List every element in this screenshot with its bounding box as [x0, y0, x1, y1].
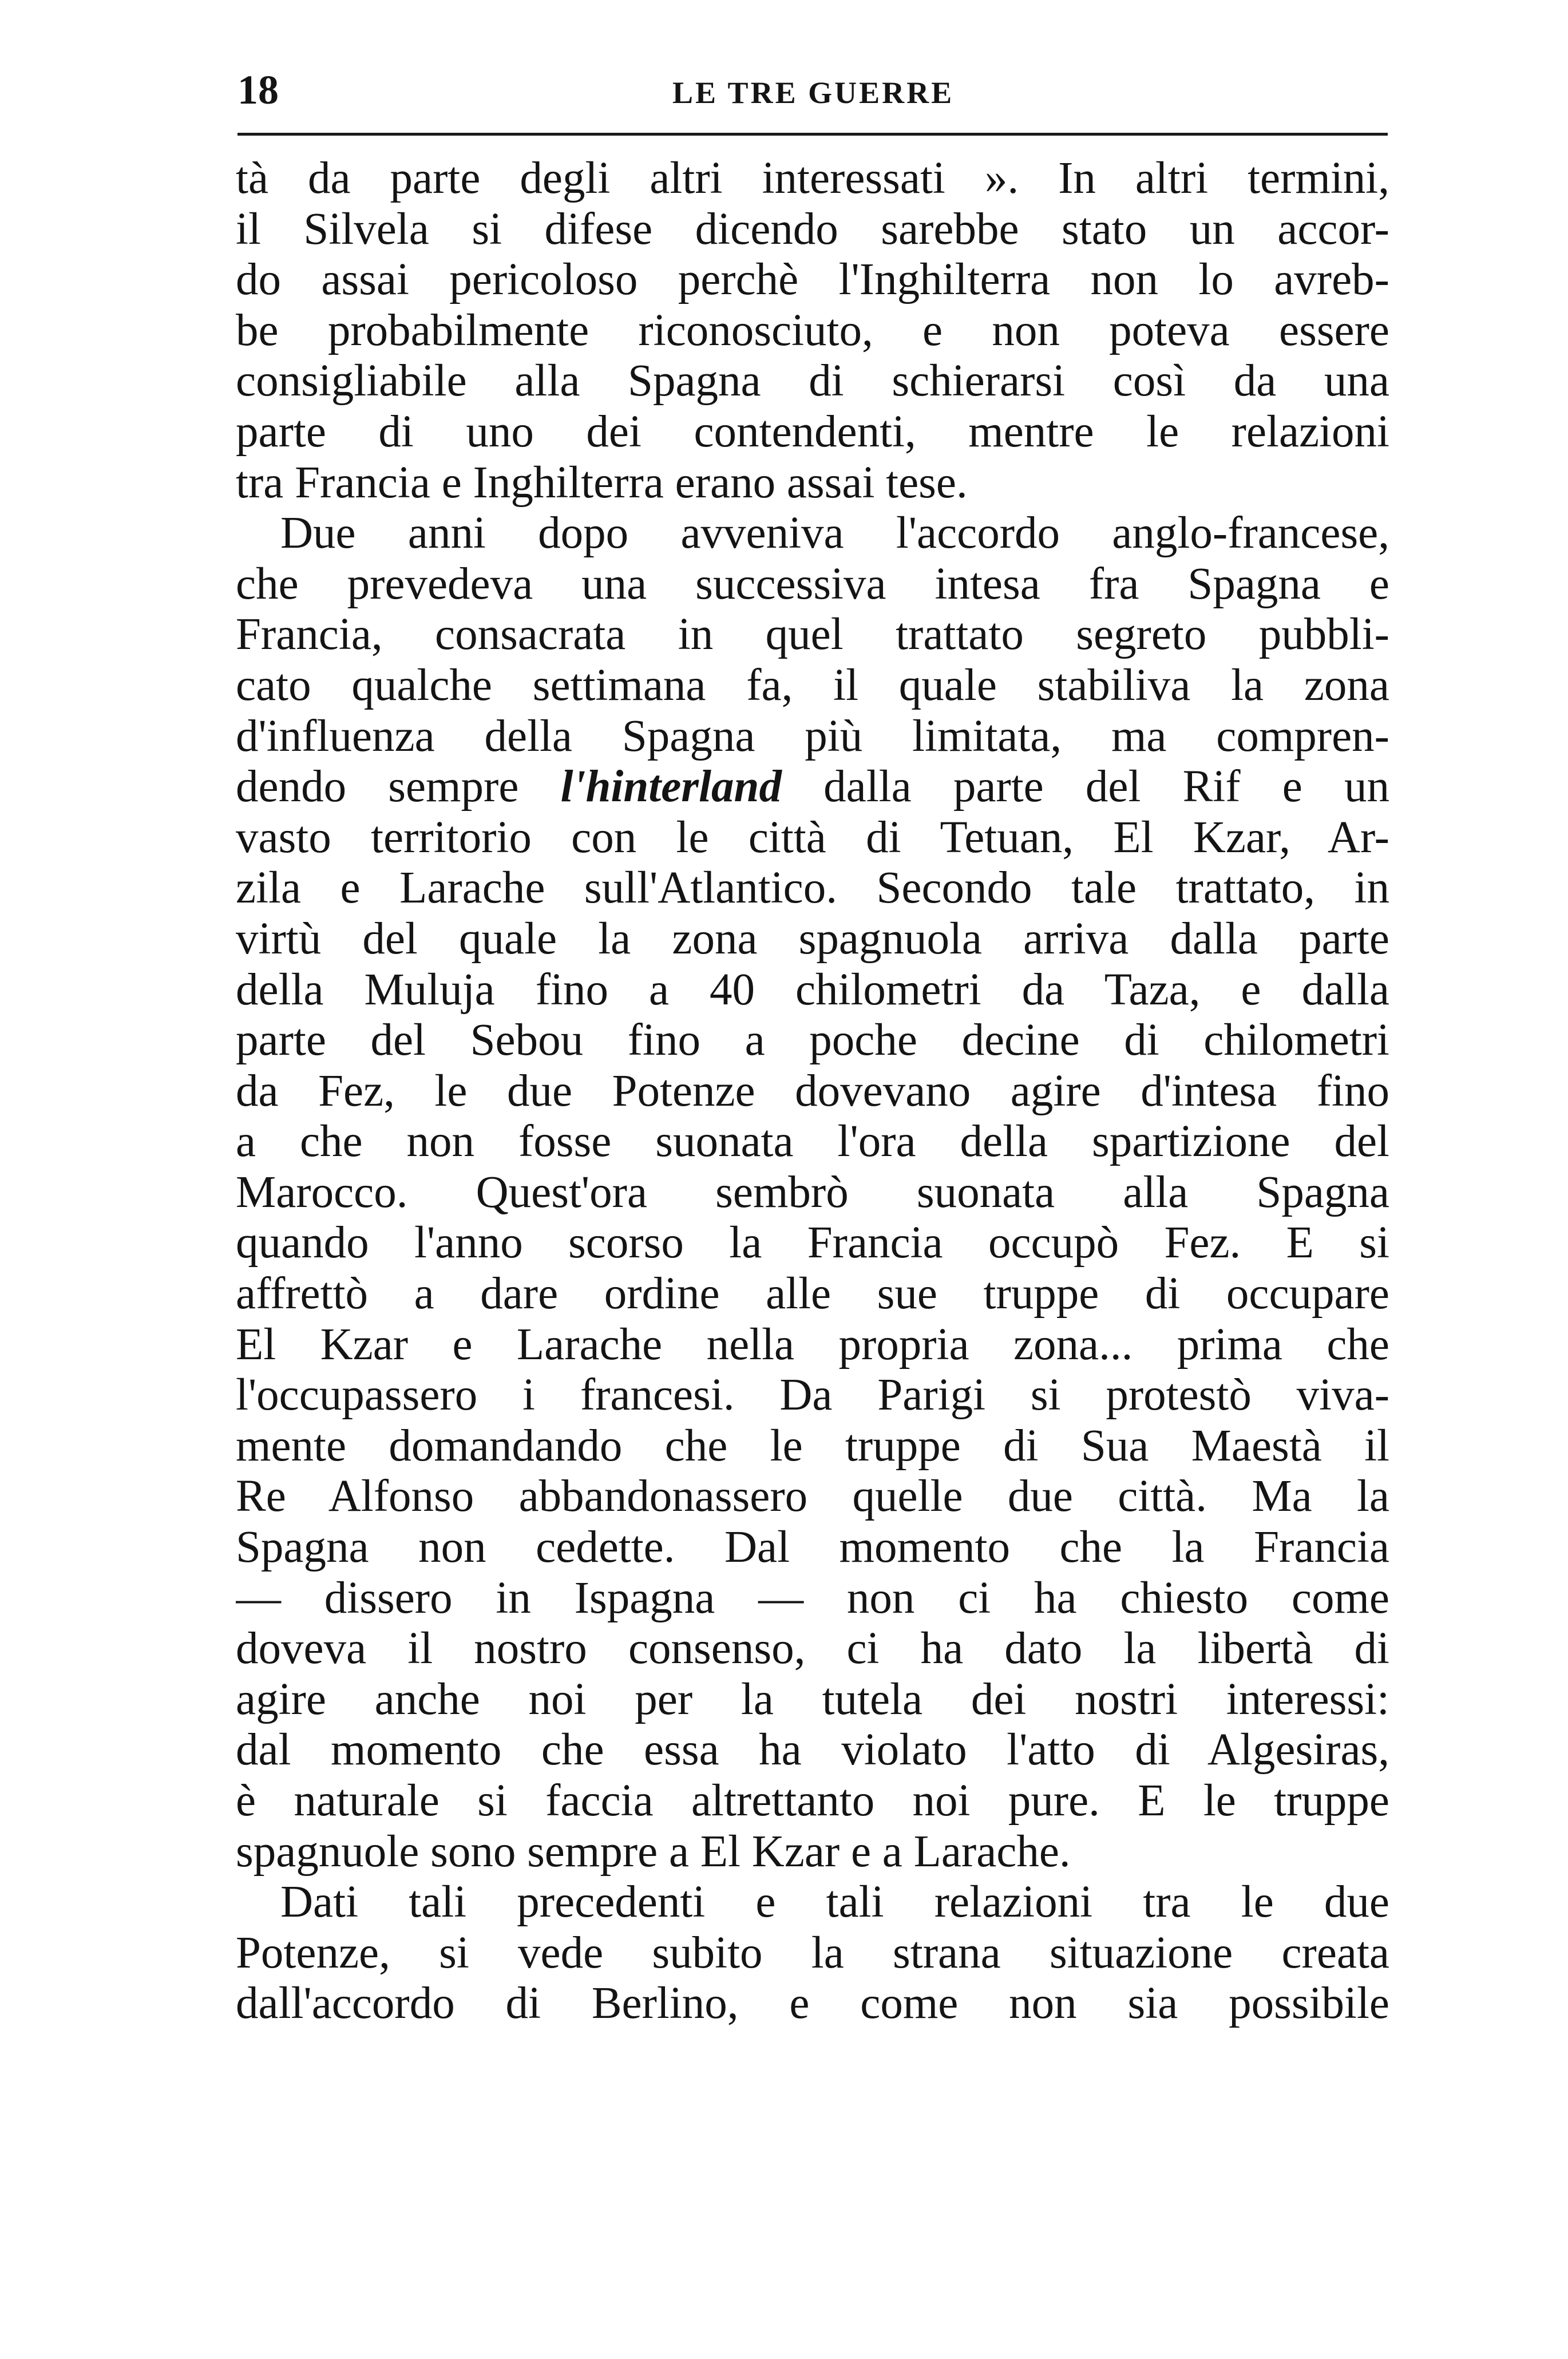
text-line: Potenze, si vede subito la strana situazione creata	[236, 1927, 1389, 1978]
text-line: il Silvela si difese dicendo sarebbe stato un accor-	[236, 204, 1389, 254]
paragraph-1	[236, 153, 1389, 508]
text-line: tà da parte degli altri interessati ». In altri termini,	[236, 153, 1389, 203]
text-line: parte di uno dei contendenti, mentre le relazioni	[236, 406, 1389, 457]
paragraph-2	[236, 508, 1389, 1877]
text-run: dendo sempre	[236, 762, 561, 812]
page-header	[237, 64, 1388, 116]
running-title: LE TRE GUERRE	[672, 76, 955, 110]
text-line: dall'accordo di Berlino, e come non sia possibile	[236, 1978, 1389, 2029]
text-line: cato qualche settimana fa, il quale stabiliva la zona	[236, 660, 1389, 710]
text-line: quando l'anno scorso la Francia occupò Fez. E si	[236, 1218, 1389, 1268]
text-line: Francia, consacrata in quel trattato segreto pubbli-	[236, 609, 1389, 660]
text-line: vasto territorio con le città di Tetuan, El Kzar, Ar-	[236, 812, 1389, 862]
page-number: 18	[237, 67, 279, 113]
text-line: tra Francia e Inghilterra erano assai tese.	[236, 457, 968, 508]
text-line: mente domandando che le truppe di Sua Maestà il	[236, 1420, 1389, 1471]
text-run: dalla parte del Rif e un	[781, 762, 1389, 812]
paragraph-3	[236, 1877, 1389, 2029]
text-line: spagnuole sono sempre a El Kzar e a Larache.	[236, 1826, 1071, 1877]
text-line: be probabilmente riconosciuto, e non poteva essere	[236, 305, 1389, 355]
text-line: do assai pericoloso perchè l'Inghilterra non lo avreb-	[236, 255, 1389, 305]
text-line: affrettò a dare ordine alle sue truppe di occupare	[236, 1269, 1389, 1319]
text-line: — dissero in Ispagna — non ci ha chiesto come	[236, 1573, 1389, 1623]
text-line: virtù del quale la zona spagnuola arriva dalla parte	[236, 913, 1389, 964]
text-line: d'influenza della Spagna più limitata, ma compren-	[236, 711, 1389, 761]
text-line: Due anni dopo avveniva l'accordo anglo-francese,	[280, 508, 1389, 559]
emphasized-term: l'hinterland	[560, 762, 782, 812]
text-line: doveva il nostro consenso, ci ha dato la libertà di	[236, 1624, 1389, 1674]
text-line: è naturale si faccia altrettanto noi pure. E le truppe	[236, 1776, 1389, 1826]
text-line: Marocco. Quest'ora sembrò suonata alla Spagna	[236, 1167, 1389, 1217]
text-line: che prevedeva una successiva intesa fra Spagna e	[236, 559, 1389, 609]
text-line: a che non fosse suonata l'ora della spartizione del	[236, 1117, 1389, 1167]
text-line: El Kzar e Larache nella propria zona... prima che	[236, 1319, 1389, 1370]
text-line: da Fez, le due Potenze dovevano agire d'intesa fino	[236, 1066, 1389, 1116]
text-line-with-emphasis	[236, 762, 1389, 813]
text-line: Dati tali precedenti e tali relazioni tra le due	[280, 1877, 1389, 1927]
text-line: parte del Sebou fino a poche decine di chilometri	[236, 1015, 1389, 1066]
text-line: della Muluja fino a 40 chilometri da Taza, e dalla	[236, 964, 1389, 1015]
text-line: Spagna non cedette. Dal momento che la Francia	[236, 1522, 1389, 1573]
header-rule	[237, 133, 1388, 136]
text-line: zila e Larache sull'Atlantico. Secondo tale trattato, in	[236, 863, 1389, 913]
text-line: l'occupassero i francesi. Da Parigi si protestò viva-	[236, 1370, 1389, 1420]
text-line: dal momento che essa ha violato l'atto di Algesiras,	[236, 1725, 1389, 1775]
text-line: consigliabile alla Spagna di schierarsi così da una	[236, 356, 1389, 406]
text-line: Re Alfonso abbandonassero quelle due città. Ma la	[236, 1471, 1389, 1522]
body-text	[236, 153, 1389, 2029]
text-line: agire anche noi per la tutela dei nostri interessi:	[236, 1674, 1389, 1724]
